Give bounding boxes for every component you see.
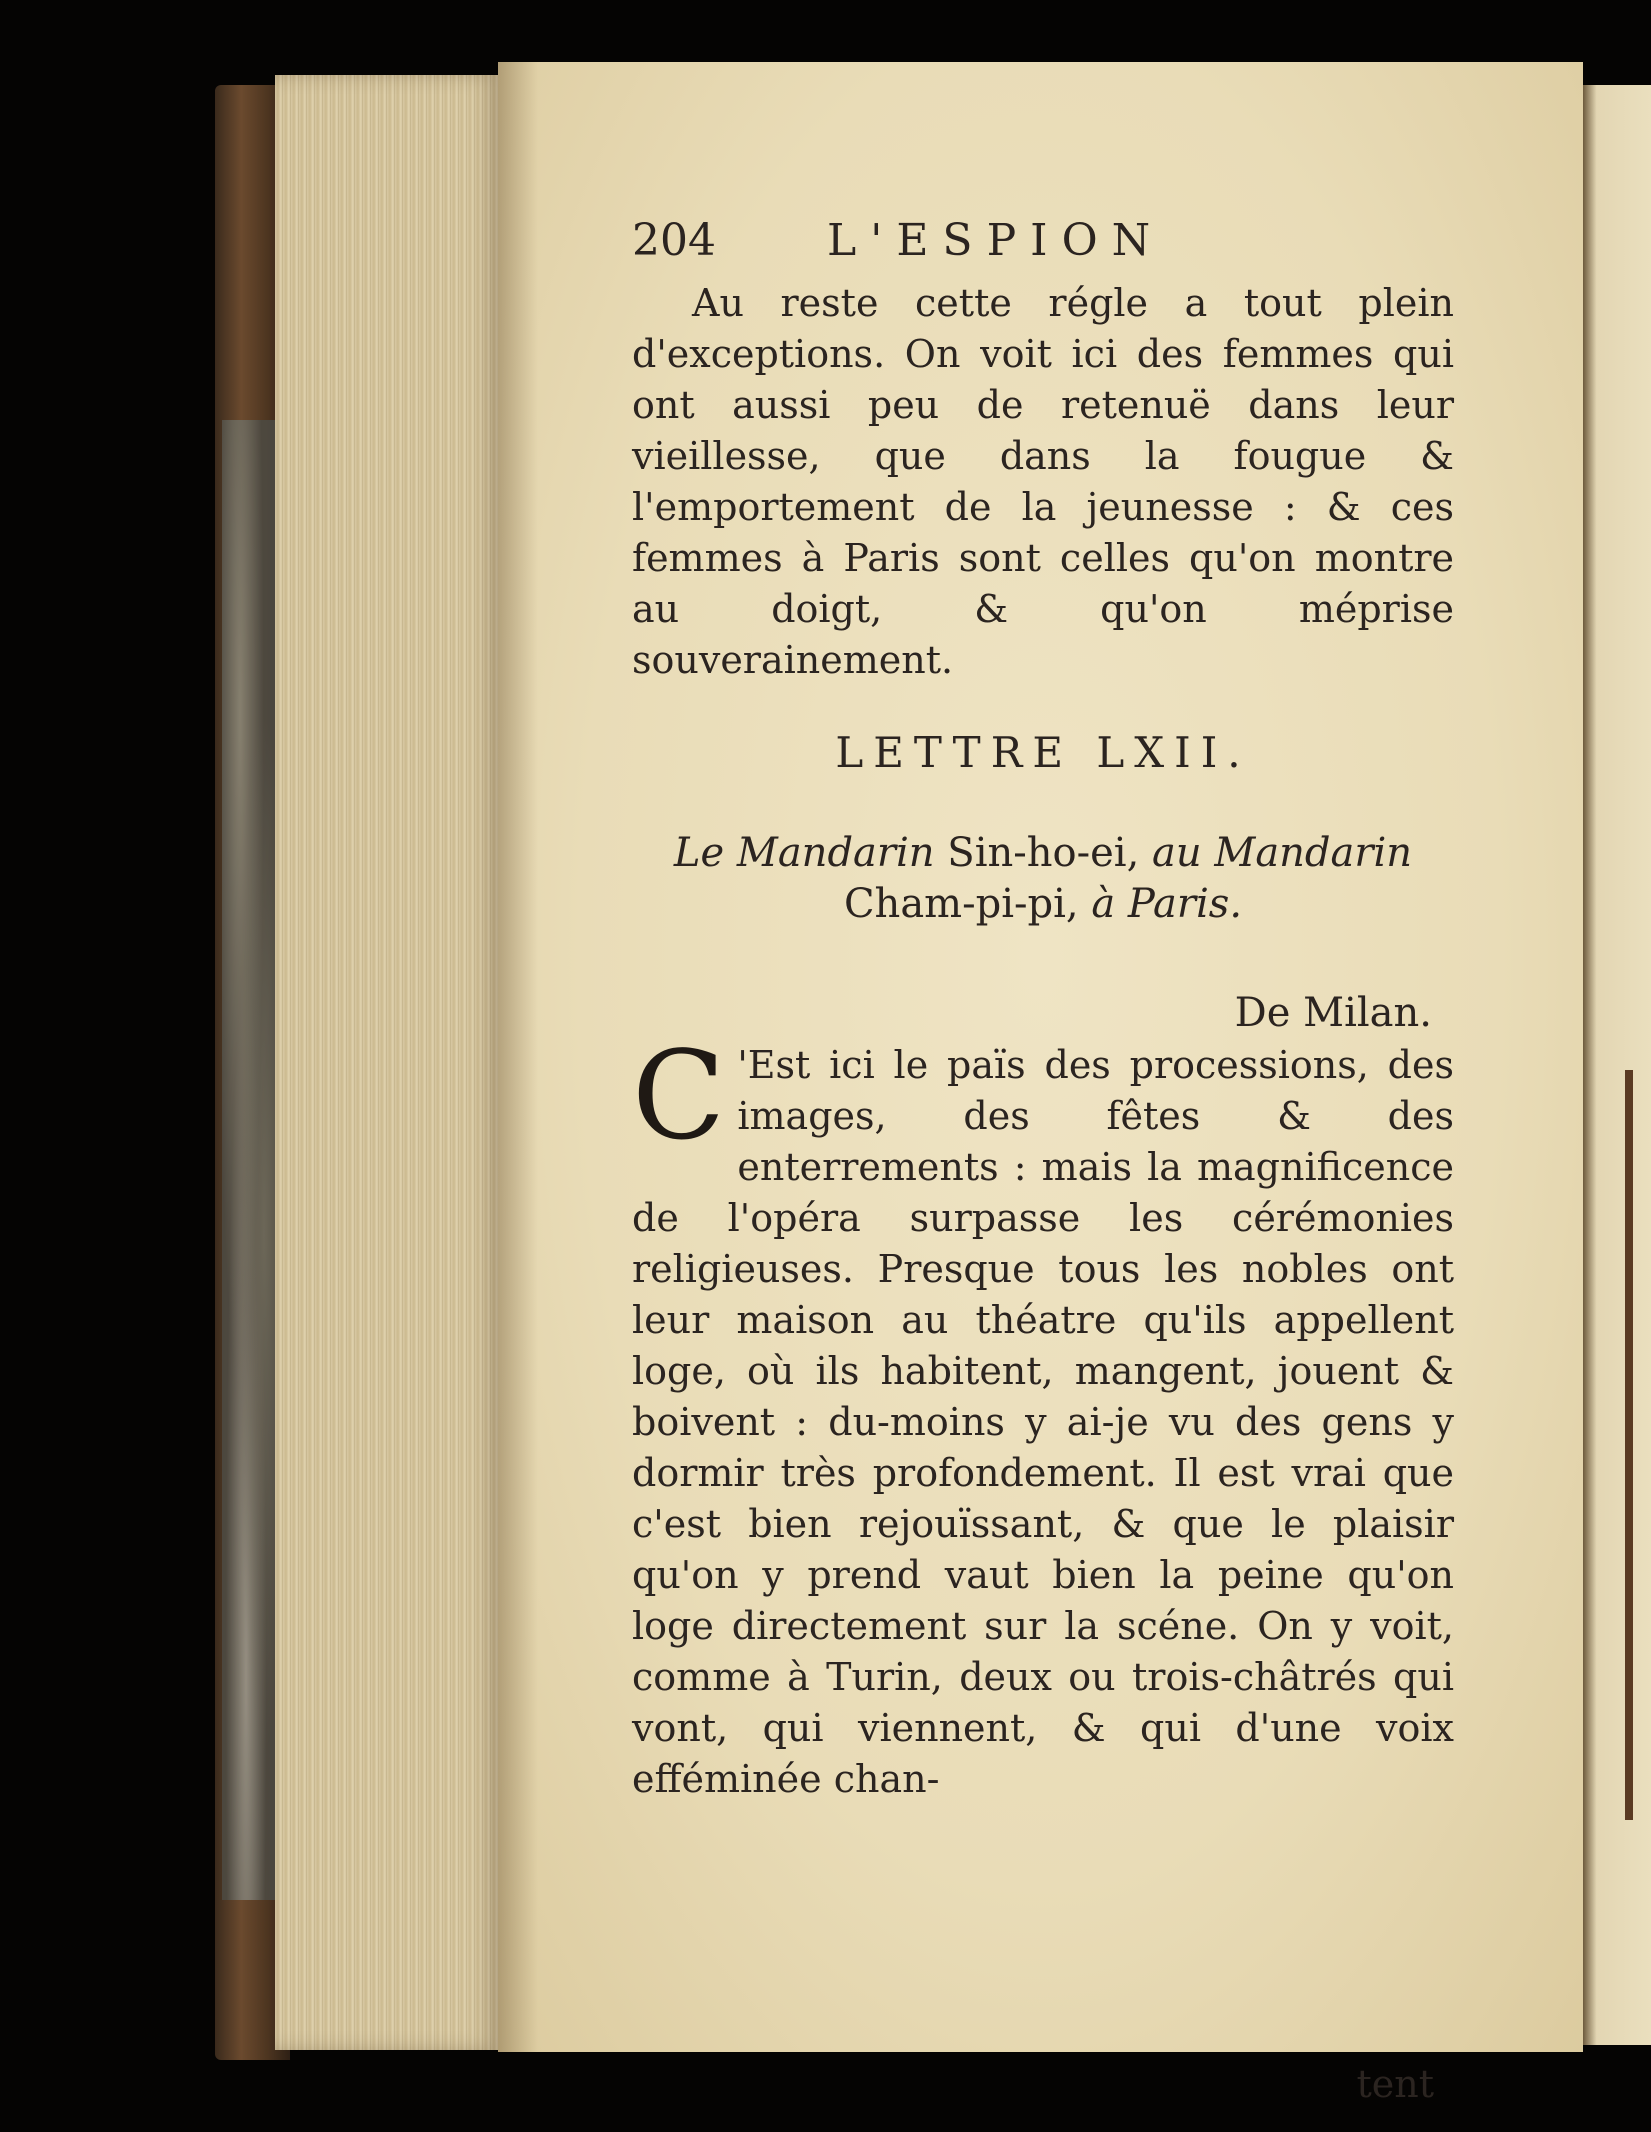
page-number: 204 [632, 215, 716, 266]
letter-dateline: De Milan. [1234, 990, 1432, 1036]
letter-body [632, 1025, 1454, 1805]
letter-heading: LETTRE LXII. [835, 728, 1251, 777]
letter-address [632, 828, 1454, 930]
catchword: tent [1356, 2062, 1434, 2106]
paragraph: Au reste cette régle a tout plein d'exceptions. On voit ici des femmes qui ont aussi peu de retenuë dans leur vieillesse, que dans la fougue & l'emportement de la jeunesse : & ces femmes à Paris sont celles qu'on montre au doigt, & qu'on méprise souverainement. [632, 281, 1454, 682]
letter-body-text: 'Est ici le païs des processions, des images, des fêtes & des enterrements : mais la magnificence de l'opéra surpasse les cérémonies religieuses. Presque tous les nobles ont leur maison au théatre qu'ils appellent loge, où ils habitent, mangent, jouent & boivent : du-moins y ai-je vu des gens y dormir très profondement. Il est vrai que c'est bien rejouïssant, & que le plaisir qu'on y prend vaut bien la peine qu'on loge directement sur la scéne. On y voit, comme à Turin, deux ou trois-châtrés qui vont, qui viennent, & qui d'une voix efféminée chan- [632, 1043, 1454, 1801]
marbled-cover-paper [222, 420, 282, 1900]
drop-cap: C [632, 1025, 726, 1167]
page-gutter-shadow [498, 62, 538, 2052]
address-text: à Paris. [1091, 881, 1243, 927]
page-edges [275, 75, 500, 2050]
running-title: L'ESPION [827, 215, 1165, 266]
address-text: Cham-pi-pi, [843, 881, 1092, 927]
running-head [632, 215, 1262, 275]
address-line-1 [632, 828, 1454, 879]
address-text: Sin-ho-ei, [934, 830, 1153, 876]
address-line-2 [632, 879, 1454, 930]
address-text: au Mandarin [1152, 830, 1413, 876]
next-page-sliver [1583, 85, 1651, 2045]
address-text: Le Mandarin [673, 830, 935, 876]
next-page-binding [1625, 1070, 1633, 1820]
